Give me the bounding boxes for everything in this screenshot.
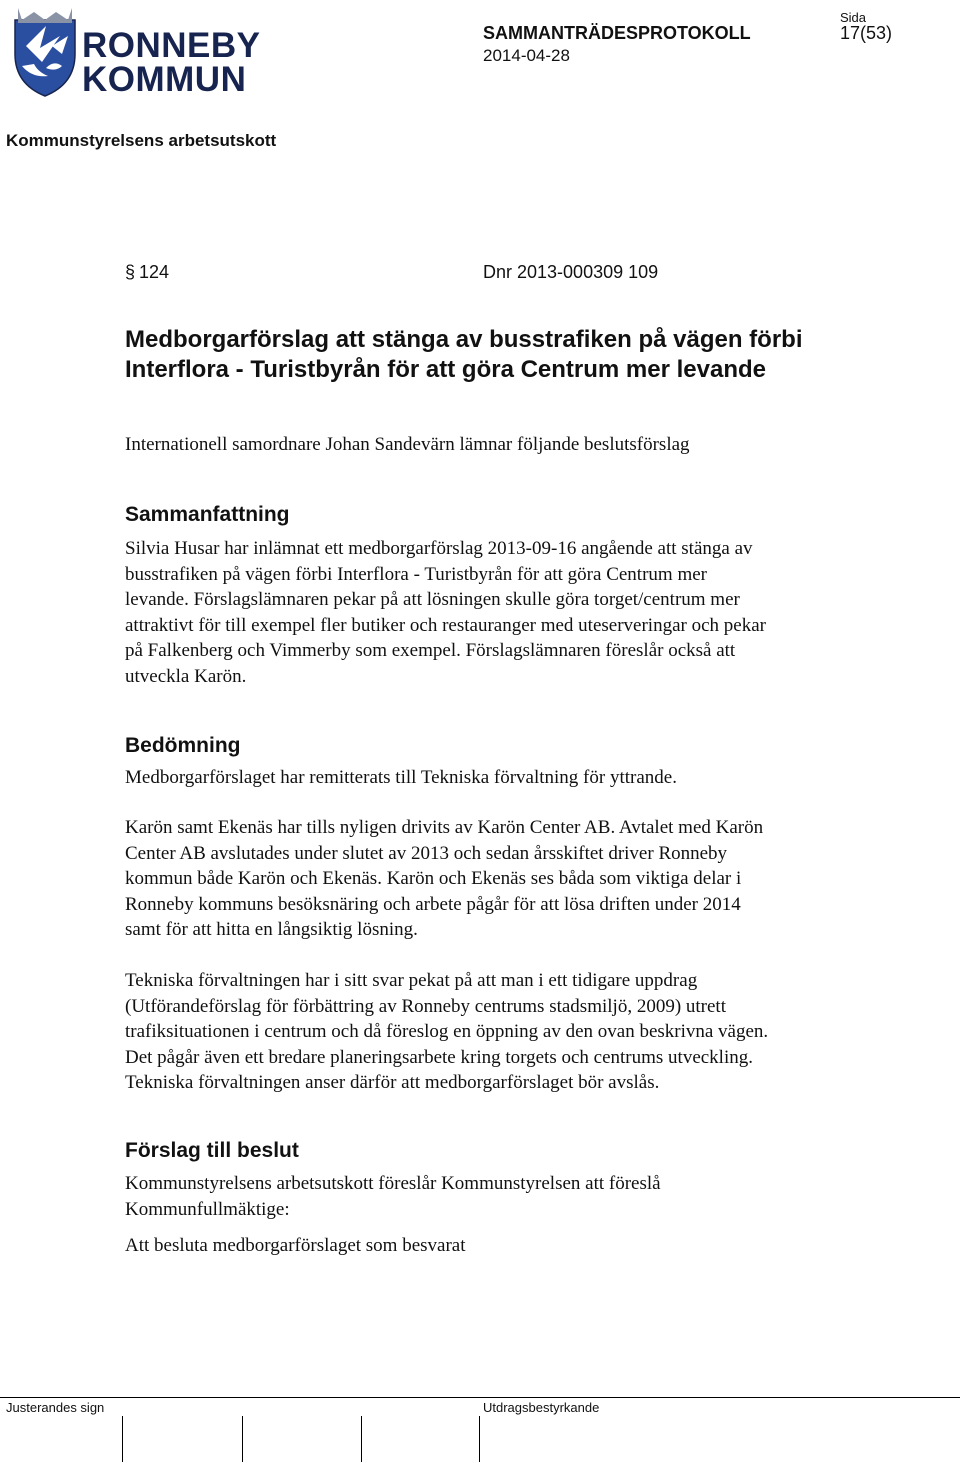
- text-line: attraktivt för till exempel fler butiker och restauranger med uteserveringar och pekar: [125, 614, 766, 636]
- text-line: Karön samt Ekenäs har tills nyligen drivits av Karön Center AB. Avtalet med Karön: [125, 817, 764, 838]
- page-label: Sida: [840, 10, 867, 25]
- signature-box-divider: [479, 1416, 480, 1462]
- logo-text-line2: KOMMUN: [82, 60, 247, 99]
- text-line: Att besluta medborgarförslaget som besvarat: [125, 1235, 466, 1256]
- text-line: (Utförandeförslag för förbättring av Ronneby centrums stadsmiljö, 2009) utrett: [125, 995, 726, 1017]
- text-line: levande. Förslagslämnaren pekar på att lösningen skulle göra torget/centrum mer: [125, 589, 740, 610]
- signature-box-divider: [122, 1416, 123, 1462]
- text-line: busstrafiken på vägen förbi Interflora - Turistbyrån för att göra Centrum mer: [125, 563, 707, 585]
- paragraph-bedomning-1: [125, 765, 870, 791]
- footer-divider: [0, 1397, 960, 1398]
- paragraph-bedomning-3: [125, 968, 870, 1096]
- paragraph-sign: §: [125, 262, 136, 282]
- text-line: Center AB avslutades under slutet av 2013 och sedan årsskiftet driver Ronneby: [125, 842, 728, 864]
- committee-name: Kommunstyrelsens arbetsutskott: [6, 131, 277, 150]
- text-line: Kommunstyrelsens arbetsutskott föreslår Kommunstyrelsen att föreslå: [125, 1173, 661, 1194]
- paragraph-sammanfattning: [125, 536, 870, 689]
- footer-utdrag-label: Utdragsbestyrkande: [483, 1400, 600, 1415]
- text-line: Ronneby kommuns besöksnäring och arbete pågår för att lösa driften under 2014: [125, 893, 741, 915]
- diary-number: Dnr 2013-000309 109: [483, 262, 659, 282]
- heading-forslag-till-beslut: Förslag till beslut: [125, 1139, 299, 1162]
- heading-bedomning: Bedömning: [125, 734, 241, 757]
- text-line: Silvia Husar har inlämnat ett medborgarförslag 2013-09-16 angående att stänga av: [125, 538, 753, 559]
- text-line: på Falkenberg och Vimmerby som exempel. Förslagslämnaren föreslår också att: [125, 640, 736, 661]
- text-line: utveckla Karön.: [125, 665, 247, 687]
- text-line: samt för att hitta en långsiktig lösning.: [125, 919, 418, 940]
- logo-text-line1: RONNEBY: [82, 26, 261, 65]
- paragraph-forslag-2: [125, 1233, 870, 1259]
- text-line: Det pågår även ett bredare planeringsarbete kring torgets och centrums utveckling.: [125, 1046, 753, 1068]
- ronneby-crest-logo: [12, 6, 78, 98]
- text-line: Kommunfullmäktige:: [125, 1198, 290, 1220]
- footer-justerandes-label: Justerandes sign: [6, 1400, 105, 1415]
- text-line: Medborgarförslaget har remitterats till Tekniska förvaltning för yttrande.: [125, 767, 677, 788]
- signature-box-divider: [242, 1416, 243, 1462]
- text-line: Tekniska förvaltningen har i sitt svar pekat på att man i ett tidigare uppdrag: [125, 970, 698, 991]
- page-number: 17(53): [840, 23, 893, 43]
- meeting-date: 2014-04-28: [483, 46, 570, 65]
- text-line: trafiksituationen i centrum och då föreslog en öppning av den ovan beskrivna vägen.: [125, 1021, 769, 1042]
- item-number: 124: [139, 262, 170, 282]
- signature-box-divider: [361, 1416, 362, 1462]
- text-line: kommun både Karön och Ekenäs. Karön och Ekenäs ses båda som viktiga delar i: [125, 868, 742, 889]
- item-title-line2: Interflora - Turistbyrån för att göra Centrum mer levande: [125, 356, 767, 383]
- paragraph-bedomning-2: [125, 815, 870, 943]
- document-type: SAMMANTRÄDESPROTOKOLL: [483, 23, 751, 43]
- item-title-line1: Medborgarförslag att stänga av busstrafiken på vägen förbi: [125, 326, 803, 353]
- paragraph-forslag-1: [125, 1171, 870, 1222]
- text-line: Tekniska förvaltningen anser därför att medborgarförslaget bör avslås.: [125, 1072, 660, 1093]
- intro-text: Internationell samordnare Johan Sandevärn lämnar följande beslutsförslag: [125, 434, 690, 455]
- heading-sammanfattning: Sammanfattning: [125, 503, 290, 526]
